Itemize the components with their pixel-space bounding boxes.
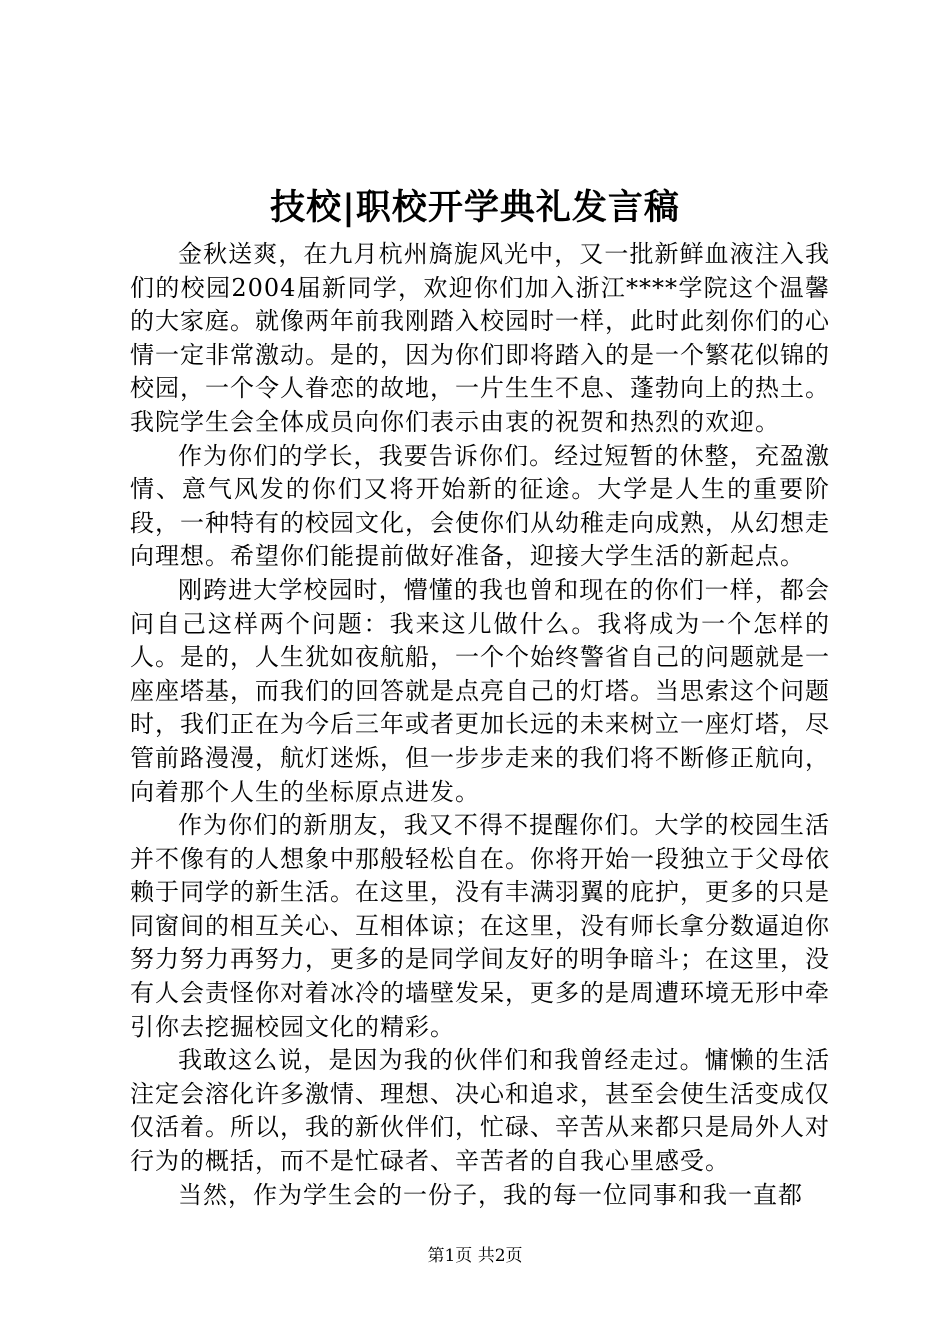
paragraph: 作为你们的新朋友，我又不得不提醒你们。大学的校园生活并不像有的人想象中那般轻松自在。你将开始一段独立于父母依赖于同学的新生活。在这里，没有丰满羽翼的庇护，更多的只是同窗间的相互关心、互相体谅；在这里，没有师长拿分数逼迫你努力努力再努力，更多的是同学间友好的明争暗斗；在这里，没有人会责怪你对着冰冷的墙壁发呆，更多的是周遭环境无形中牵引你去挖掘校园文化的精彩。 <box>130 811 830 1041</box>
page-footer: 第1页 共2页 <box>427 1246 523 1266</box>
paragraph: 我敢这么说，是因为我的伙伴们和我曾经走过。慵懒的生活注定会溶化许多激情、理想、决心和追求，甚至会使生活变成仅仅活着。所以，我的新伙伴们，忙碌、辛苦从来都只是局外人对行为的概括，而不是忙碌者、辛苦者的自我心里感受。 <box>130 1046 830 1176</box>
paragraph: 金秋送爽，在九月杭州旖旎风光中，又一批新鲜血液注入我们的校园2004届新同学，欢迎你们加入浙江****学院这个温馨的大家庭。就像两年前我刚踏入校园时一样，此时此刻你们的心情一定非常激动。是的，因为你们即将踏入的是一个繁花似锦的校园，一个令人眷恋的故地，一片生生不息、蓬勃向上的热土。我院学生会全体成员向你们表示由衷的祝贺和热烈的欢迎。 <box>130 240 830 436</box>
paragraph: 作为你们的学长，我要告诉你们。经过短暂的休整，充盈激情、意气风发的你们又将开始新的征途。大学是人生的重要阶段，一种特有的校园文化，会使你们从幼稚走向成熟，从幻想走向理想。希望你们能提前做好准备，迎接大学生活的新起点。 <box>130 441 830 571</box>
document-body <box>130 238 830 1212</box>
paragraph: 刚跨进大学校园时，懵懂的我也曾和现在的你们一样，都会问自己这样两个问题：我来这儿做什么。我将成为一个怎样的人。是的，人生犹如夜航船，一个个始终警省自己的问题就是一座座塔基，而我们的回答就是点亮自己的灯塔。当思索这个问题时，我们正在为今后三年或者更加长远的未来树立一座灯塔，尽管前路漫漫，航灯迷烁，但一步步走来的我们将不断修正航向，向着那个人生的坐标原点进发。 <box>130 575 830 806</box>
paragraph-continued: 当然，作为学生会的一份子，我的每一位同事和我一直都 <box>178 1180 803 1209</box>
document-title: 技校|职校开学典礼发言稿 <box>270 187 680 228</box>
